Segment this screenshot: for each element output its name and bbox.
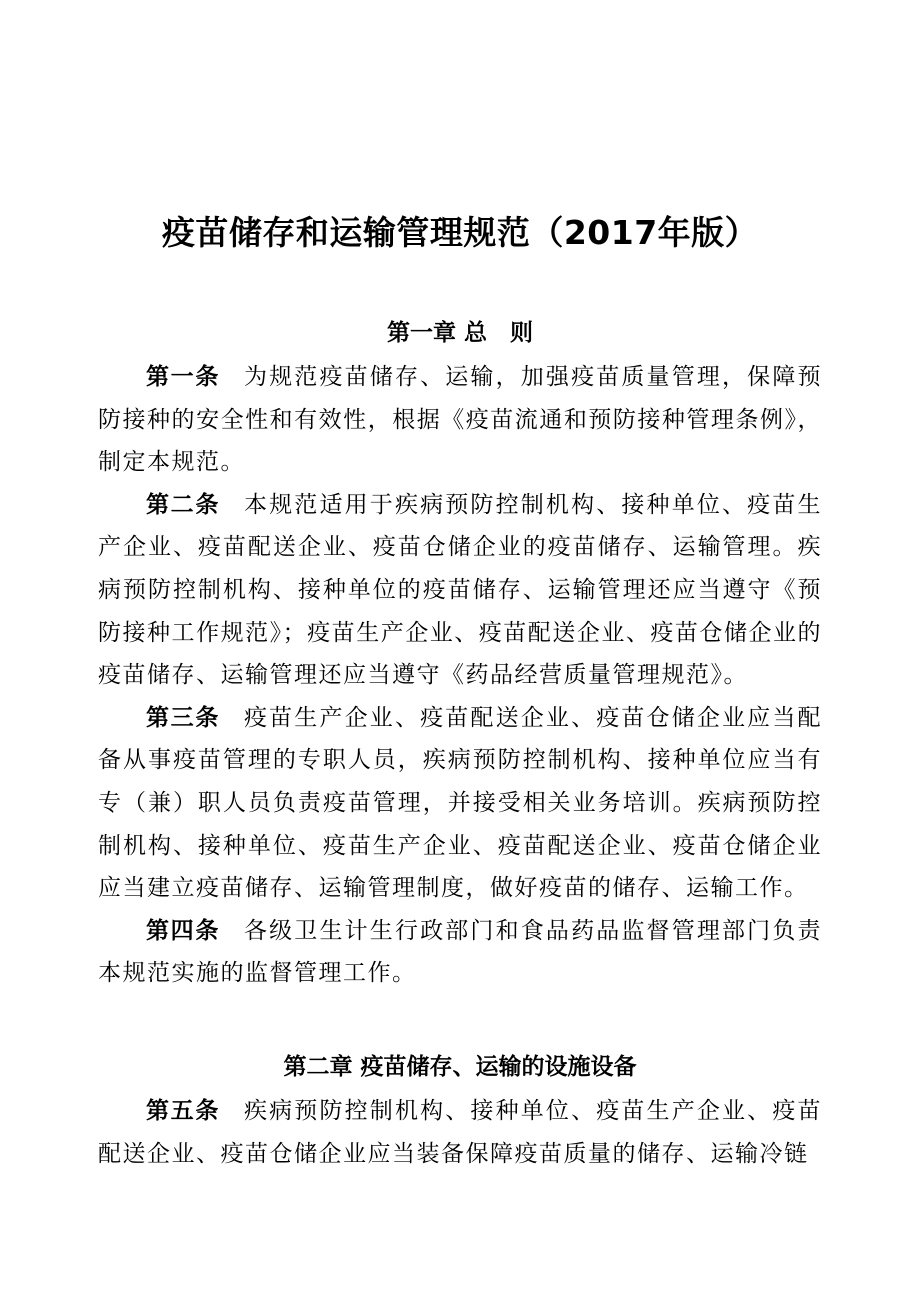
chapter-heading: 第一章 总 则 [386, 320, 533, 346]
article-text: 为规范疫苗储存、运输，加强疫苗质量管理，保障预防接种的安全性和有效性，根据《疫苗流通和预防接种管理条例》，制定本规范。 [98, 364, 823, 476]
article-text: 本规范适用于疾病预防控制机构、接种单位、疫苗生产企业、疫苗配送企业、疫苗仓储企业的疫苗储存、运输管理。疾病预防控制机构、接种单位的疫苗储存、运输管理还应当遵守《预防接种工作规范》；疫苗生产企业、疫苗配送企业、疫苗仓储企业的疫苗储存、运输管理还应当遵守《药品经营质量管理规范》。 [98, 491, 823, 689]
article-3 [98, 697, 822, 910]
article-text: 疫苗生产企业、疫苗配送企业、疫苗仓储企业应当配备从事疫苗管理的专职人员，疾病预防控制机构、接种单位应当有专（兼）职人员负责疫苗管理，并接受相关业务培训。疾病预防控制机构、接种单位、疫苗生产企业、疫苗配送企业、疫苗仓储企业应当建立疫苗储存、运输管理制度，做好疫苗的储存、运输工作。 [98, 704, 823, 902]
chapter-heading: 第二章 疫苗储存、运输的设施设备 [283, 1053, 637, 1080]
article-number: 第二条 [146, 491, 220, 518]
article-2 [98, 484, 822, 697]
document-body [98, 0, 822, 1175]
chapter-2 [98, 1052, 822, 1175]
article-number: 第四条 [146, 917, 220, 944]
article-1 [98, 356, 822, 484]
article-number: 第一条 [146, 364, 220, 390]
article-5 [98, 1090, 822, 1175]
article-number: 第五条 [146, 1097, 220, 1124]
article-text: 各级卫生计生行政部门和食品药品监督管理部门负责本规范实施的监督管理工作。 [98, 917, 823, 987]
document-title: 疫苗储存和运输管理规范（2017年版） [161, 213, 759, 252]
article-text: 疾病预防控制机构、接种单位、疫苗生产企业、疫苗配送企业、疫苗仓储企业应当装备保障疫苗质量的储存、运输冷链 [98, 1097, 823, 1167]
chapter-1 [98, 318, 822, 995]
article-number: 第三条 [146, 704, 220, 731]
article-4 [98, 910, 822, 995]
